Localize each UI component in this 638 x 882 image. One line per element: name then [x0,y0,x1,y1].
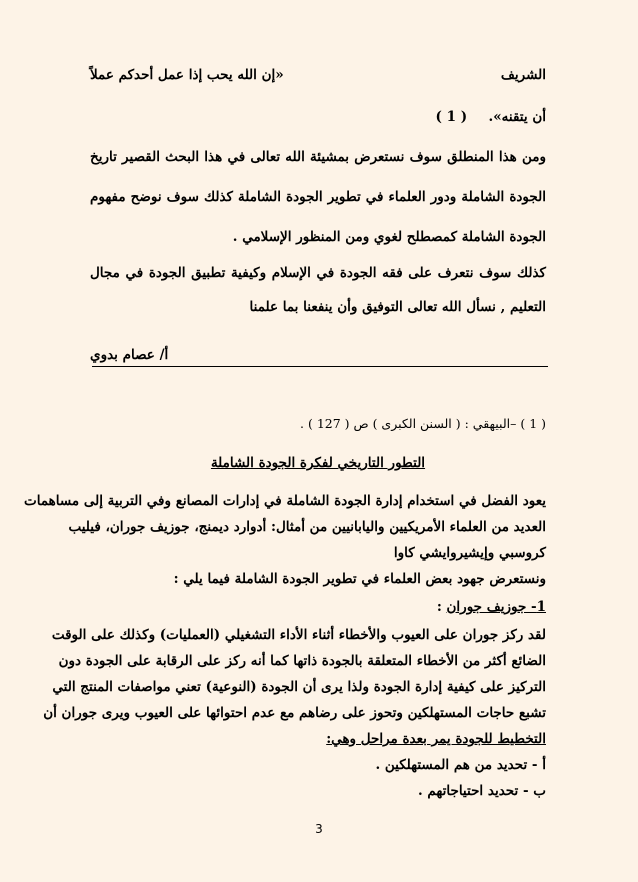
paragraph-1-line-3: كروسبي وإيشيروايشي كاوا [393,545,546,561]
footnote-separator [92,366,548,367]
intro-line-1-right: الشريف [500,67,546,83]
footnote-text: ( 1 ) –البيهقي : ( السنن الكبرى ) ص ( 127 ) . [300,416,546,431]
paragraph-2-line-1: لقد ركز جوران على العيوب والأخطاء أثناء الأداء التشغيلي (العمليات) وكذلك على الوقت [51,627,546,643]
sub-heading-text: 1- جوزيف جوران [446,599,546,615]
intro-line-4: الجودة الشاملة ودور العلماء في تطوير الجودة الشاملة كذلك سوف نوضح مفهوم [90,189,546,205]
intro-line-3: ومن هذا المنطلق سوف نستعرض بمشيئة الله تعالى في هذا البحث القصير تاريخ [90,149,546,165]
section-title: التطور التاريخي لفكرة الجودة الشاملة [210,455,426,471]
paragraph-1-line-2: العديد من العلماء الأمريكيين واليابانيين من أمثال: أدوارد ديمنج، جوزيف جوران، فيليب [68,519,546,535]
hadith-quote: «إن الله يحب إذا عمل أحدكم عملاً [90,67,284,83]
paragraph-2-line-3: التركيز على كيفية إدارة الجودة ولذا يرى أن الجودة (النوعية) تعني مواصفات المنتج التي [52,679,546,695]
list-item-a: أ - تحديد من هم المستهلكين . [375,757,546,773]
intro-line-2 [90,108,546,126]
sub-heading [90,598,546,616]
intro-line-7: التعليم , نسأل الله تعالى التوفيق وأن ينفعنا بما علمنا [249,299,546,315]
intro-line-1 [90,66,546,84]
list-item-b: ب - تحديد احتياجاتهم . [418,783,546,799]
footnote-ref: ( 1 ) [435,109,468,125]
planning-heading: التخطيط للجودة يمر بعدة مراحل وهي: [326,731,546,747]
author-signature: أ/ عصام بدوي [90,347,169,363]
paragraph-2-line-4: تشبع حاجات المستهلكين وتحوز على رضاهم مع عدم احتوائها على العيوب ويرى جوران أن [43,705,546,721]
paragraph-2-line-2: الضائع أكثر من الأخطاء المتعلقة بالجودة ذاتها كما أنه ركز على الرقابة على الجودة دون [58,653,546,669]
intro-line-6: كذلك سوف نتعرف على فقه الجودة في الإسلام وكيفية تطبيق الجودة في مجال [90,265,546,281]
intro-line-2-text: أن يتقنه». [488,109,546,125]
sub-heading-colon: : [436,599,447,615]
intro-line-5: الجودة الشاملة كمصطلح لغوي ومن المنظور الإسلامي . [232,229,546,245]
paragraph-1-line-4: ونستعرض جهود بعض العلماء في تطوير الجودة الشاملة فيما يلي : [173,571,546,587]
page-number: 3 [315,822,323,836]
paragraph-1-line-1: يعود الفضل في استخدام إدارة الجودة الشاملة في إدارات المصانع وفي التربية إلى مساهمات [24,493,546,509]
